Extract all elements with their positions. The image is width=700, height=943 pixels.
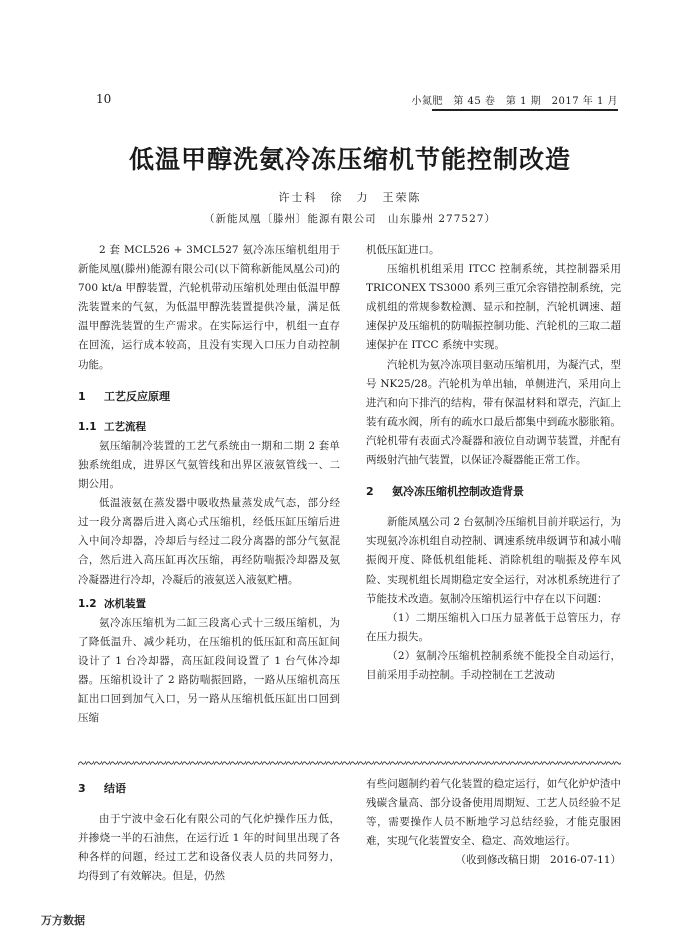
section-2-title: 氨冷冻压缩机控制改造背景 bbox=[392, 485, 524, 499]
section-1-1-number: 1.1 bbox=[78, 420, 97, 433]
section-1-2-paragraph-1: 氨冷冻压缩机为二缸三段离心式十三级压缩机，为了降低温升、减少耗功，在压缩机的低压缸和高压缸间设计了 1 台冷却器，高压缸段间设置了 1 台气体冷却器。压缩机设计了 2 路防喘振回路，一路从压缩机高压缸出口回到加气入口，另一路从压缩机低压缸出口回到压缩 bbox=[78, 616, 340, 725]
section-2-heading bbox=[366, 482, 621, 501]
right-column bbox=[366, 241, 621, 685]
section-3-title: 结语 bbox=[104, 782, 126, 795]
section-1-title: 工艺反应原理 bbox=[104, 389, 170, 403]
section-1-2-title: 冰机装置 bbox=[104, 597, 146, 610]
turbine-paragraph: 汽轮机为氨冷冻项目驱动压缩机用，为凝汽式，型号 NK25/28。汽轮机为单出轴，单侧进汽，采用向上进汽和向下排汽的结构，带有保温材料和罩壳，汽缸上装有疏水阀，所有的疏水口最后都集中到疏水膨胀箱。汽轮机带有表面式冷凝器和液位自动调节装置，并配有两级射汽抽气装置，以保证冷凝器能正常工作。 bbox=[366, 358, 621, 467]
section-3-number: 3 bbox=[78, 782, 86, 795]
section-1-1-paragraph-2: 低温液氨在蒸发器中吸收热量蒸发成气态，部分经过一段分离器后进入离心式压缩机，经低压缸压缩后进入中间冷却器，冷却后与经过二段分离器的部分气氨混合，然后进入高压缸再次压缩，再经防喘振冷却器及氨冷凝器进行冷却，冷凝后的液氨送入液氨贮槽。 bbox=[78, 497, 340, 586]
section-1-2-number: 1.2 bbox=[78, 597, 97, 610]
page-number: 10 bbox=[96, 92, 112, 106]
section-2-paragraph-2: （1）二期压缩机入口压力显著低于总管压力，存在压力损失。 bbox=[366, 611, 621, 643]
itcc-paragraph: 压缩机机组采用 ITCC 控制系统，其控制器采用 TRICONEX TS3000 系列三重冗余容错控制系统，完成机组的常规参数检测、显示和控制，汽轮机调速、超速保护及压缩机的防喘振控制功能、汽轮机的三取二超速保护在 ITCC 系统中实现。 bbox=[366, 263, 621, 352]
wavy-divider bbox=[78, 758, 621, 768]
section-1-number: 1 bbox=[78, 389, 86, 403]
article-title: 低温甲醇洗氨冷冻压缩机节能控制改造 bbox=[128, 145, 571, 174]
section-1-2-heading bbox=[78, 595, 340, 614]
section-2-paragraph-1: 新能凤凰公司 2 台氨制冷压缩机目前并联运行，为实现氨冷冻机组自动控制、调速系统串级调节和减小喘振阀开度、降低机组能耗、消除机组的喘振及停车风险、实现机组长周期稳定安全运行，对冰机系统进行了节能技术改造。氨制冷压缩机运行中存在以下问题： bbox=[366, 516, 621, 605]
left-column bbox=[78, 241, 340, 728]
conclusion-continuation: 有些问题制约着气化装置的稳定运行，如气化炉炉渣中残碳含量高、部分设备使用周期短、工艺人员经验不足等，需要操作人员不断地学习总结经验，才能克服困难，实现气化装置安全、稳定、高效地运行。 bbox=[366, 778, 621, 848]
bottom-right-column bbox=[366, 775, 621, 870]
section-3-heading bbox=[78, 779, 340, 798]
section-1-1-title: 工艺流程 bbox=[104, 420, 146, 433]
intro-paragraph: 2 套 MCL526 + 3MCL527 氨冷冻压缩机组用于新能凤凰(滕州)能源有限公司(以下简称新能凤凰公司)的 700 kt/a 甲醇装置，汽轮机带动压缩机处理由低温甲醇洗装置来的气氨，为低温甲醇洗装置提供冷量，满足低温甲醇洗装置的生产需求。在实际运行中，机组一直存在回流，运行成本较高，且没有实现入口压力自动控制功能。 bbox=[78, 244, 340, 371]
received-date: （收到修改稿日期 2016-07-11） bbox=[455, 854, 621, 867]
section-3-paragraph-1: 由于宁波中金石化有限公司的气化炉操作压力低，并掺烧一半的石油焦，在运行近 1 年的时间里出现了各种各样的问题，经过工艺和设备仪表人员的共同努力，均得到了有效解决。但是，仍然 bbox=[78, 813, 340, 883]
header-rule bbox=[432, 109, 618, 111]
article-authors: 许士科 徐 力 王荣陈 bbox=[278, 191, 422, 204]
bottom-left-column bbox=[78, 777, 340, 886]
continuation-paragraph: 机低压缸进口。 bbox=[366, 244, 440, 256]
journal-info: 小氮肥 第 45 卷 第 1 期 2017 年 1 月 bbox=[411, 96, 618, 107]
section-1-1-heading bbox=[78, 418, 340, 437]
section-2-paragraph-3: （2）氨制冷压缩机控制系统不能投全自动运行，目前采用手动控制。手动控制在工艺波动 bbox=[366, 649, 621, 681]
section-1-heading bbox=[78, 387, 340, 406]
section-1-1-paragraph-1: 氨压缩制冷装置的工艺气系统由一期和二期 2 套单独系统组成，进界区气氨管线和出界区液氨管线一、二期公用。 bbox=[78, 439, 340, 491]
section-2-number: 2 bbox=[366, 485, 374, 499]
watermark: 万方数据 bbox=[41, 914, 85, 927]
article-affiliation: （新能凤凰〔滕州〕能源有限公司 山东滕州 277527） bbox=[204, 213, 496, 225]
